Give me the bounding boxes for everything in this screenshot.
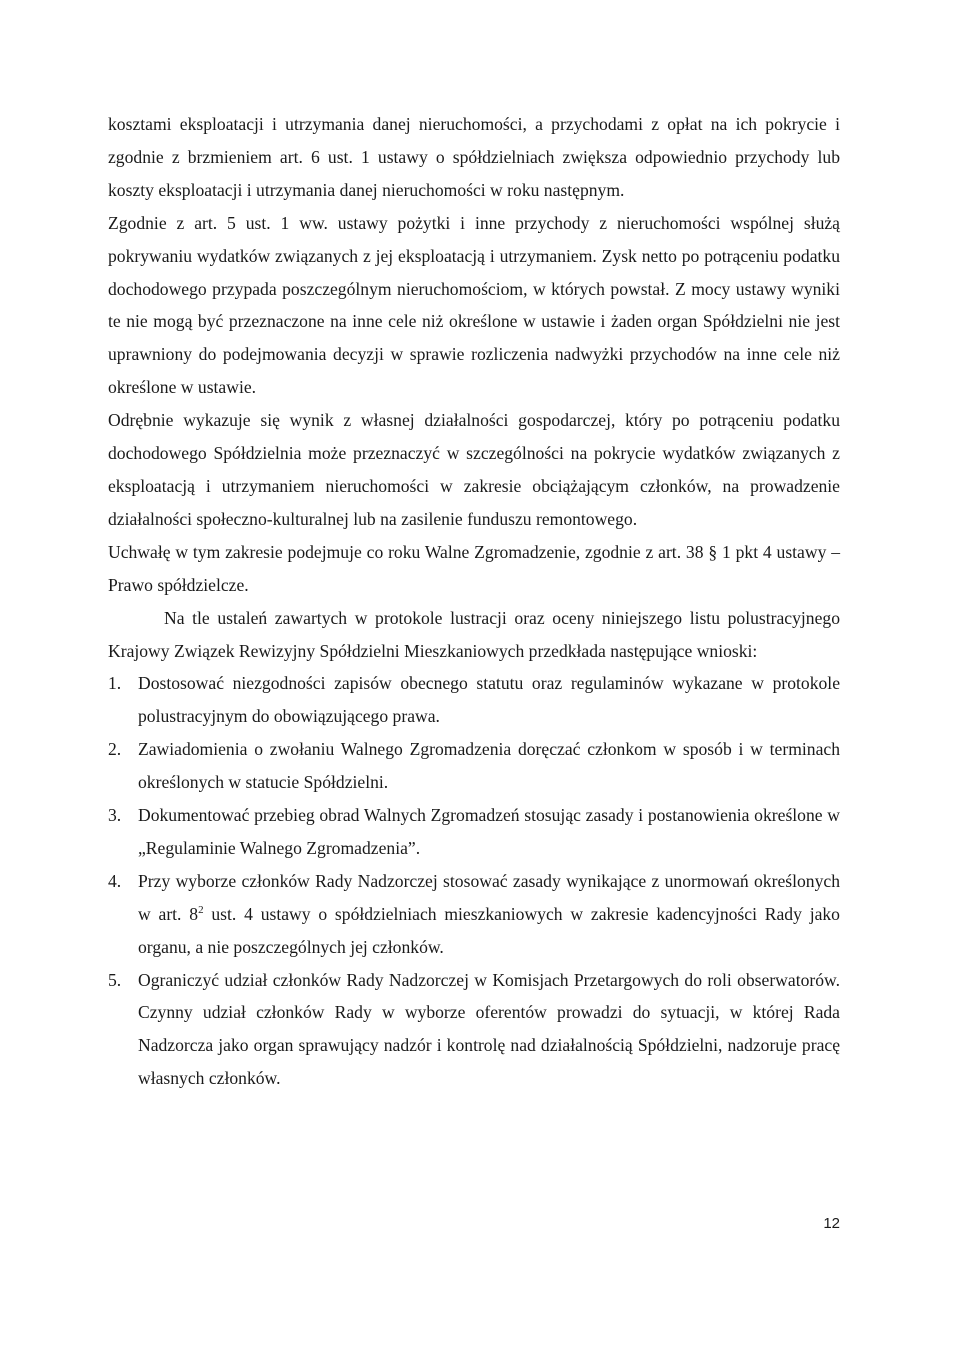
list-item-number: 3.: [108, 805, 122, 826]
paragraph-5: Na tle ustaleń zawartych w protokole lustracji oraz oceny niniejszego listu polustracyjnego Krajowy Związek Rewizyjny Spółdzielni Mieszkaniowych przedkłada następujące wnioski:: [108, 607, 840, 661]
paragraph-2: Zgodnie z art. 5 ust. 1 ww. ustawy pożytki i inne przychody z nieruchomości wspólnej służą pokrywaniu wydatków związanych z jej eksploatacją i utrzymaniem. Zysk netto po potrąceniu podatku dochodowego przypada poszczególnym nieruchomościom, w których powstał. Z mocy ustawy wyniki te nie mogą być przeznaczone na inne cele niż określone w ustawie i żaden organ Spółdzielni nie jest uprawniony do podejmowania decyzji w sprawie rozliczenia nadwyżki przychodów na inne cele niż określone w ustawie.: [108, 212, 840, 398]
list-item-text: Dostosować niezgodności zapisów obecnego statutu oraz regulaminów wykazane w protokole polustracyjnym do obowiązującego prawa.: [138, 673, 840, 727]
page-number: 12: [823, 1215, 840, 1232]
list-item-number: 4.: [108, 870, 122, 891]
list-item-number: 2.: [108, 739, 122, 760]
document-body: [108, 108, 840, 1095]
paragraph-3: Odrębnie wykazuje się wynik z własnej działalności gospodarczej, który po potrąceniu podatku dochodowego Spółdzielnia może przeznaczyć w szczególności na pokrycie wydatków związanych z eksploatacją i utrzymaniem nieruchomości w zakresie obciążającym członków, na prowadzenie działalności społeczno-kulturalnej lub na zasilenie funduszu remontowego.: [108, 410, 840, 529]
list-item-text: Ograniczyć udział członków Rady Nadzorczej w Komisjach Przetargowych do roli obserwatorów. Czynny udział członków Rady w wyborze oferentów prowadzi do sytuacji, w której Rada Nadzorcza jako organ sprawujący nadzór i kontrolę nad działalnością Spółdzielni, nadzoruje pracę własnych członków.: [138, 969, 840, 1089]
list-item-number: 5.: [108, 969, 122, 990]
list-item-number: 1.: [108, 673, 122, 694]
list-item: [108, 865, 840, 964]
paragraph-4: Uchwałę w tym zakresie podejmuje co roku Walne Zgromadzenie, zgodnie z art. 38 § 1 pkt 4 ustawy – Prawo spółdzielcze.: [108, 541, 840, 595]
list-item-text-before: Przy wyborze członków Rady Nadzorczej stosować zasady wynikające z unormowań określonych w art. 8: [138, 870, 840, 924]
list-item: [108, 799, 840, 865]
list-item: [108, 964, 840, 1096]
paragraph-1: kosztami eksploatacji i utrzymania danej nieruchomości, a przychodami z opłat na ich pokrycie i zgodnie z brzmieniem art. 6 ust. 1 ustawy o spółdzielniach zwiększa odpowiednio przychody lub koszty eksploatacji i utrzymania danej nieruchomości w roku następnym.: [108, 114, 840, 200]
list-item-text-after: ust. 4 ustawy o spółdzielniach mieszkaniowych w zakresie kadencyjności Rady jako organu, a nie poszczególnych jej członków.: [138, 903, 840, 957]
superscript: 2: [198, 903, 204, 916]
list-item-text: Dokumentować przebieg obrad Walnych Zgromadzeń stosując zasady i postanowienia określone w „Regulaminie Walnego Zgromadzenia”.: [138, 805, 840, 858]
list-item: [108, 667, 840, 733]
conclusions-list: [108, 667, 840, 1095]
list-item-text: Zawiadomienia o zwołaniu Walnego Zgromadzenia doręczać członkom w sposób i w terminach określonych w statucie Spółdzielni.: [138, 739, 840, 793]
list-item: [108, 733, 840, 799]
